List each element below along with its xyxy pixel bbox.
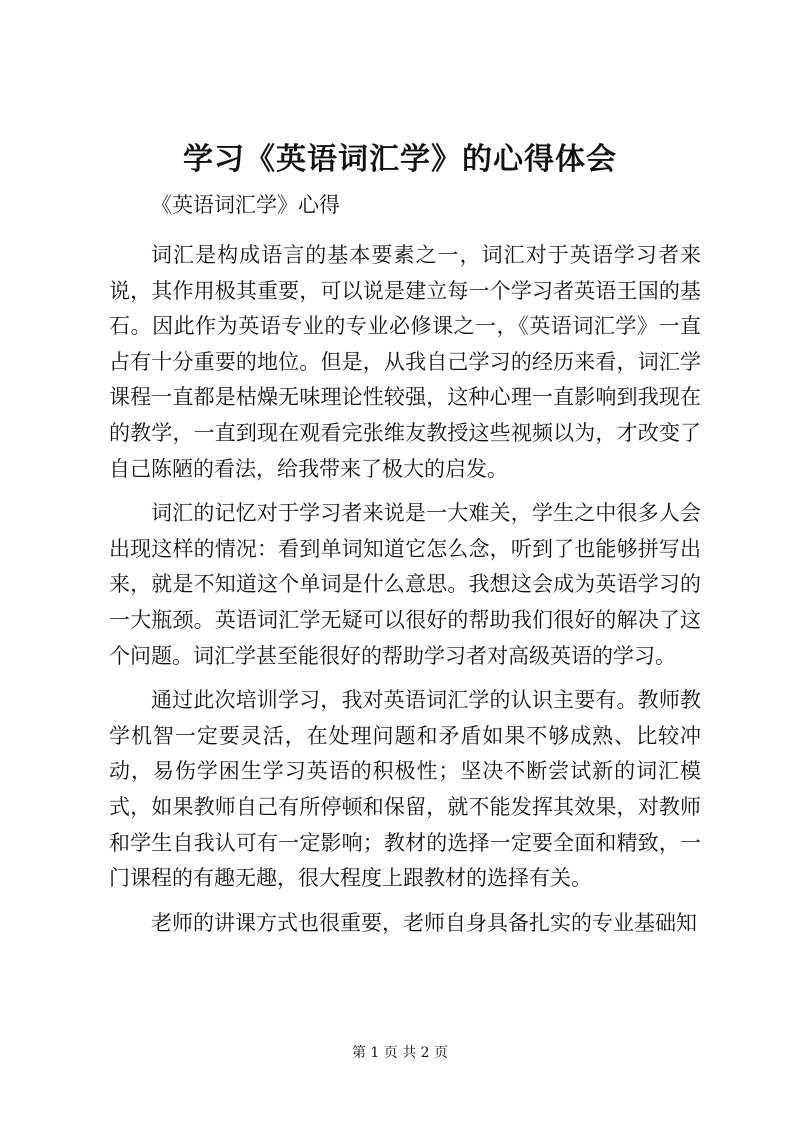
document-subtitle: 《英语词汇学》心得 xyxy=(151,193,340,217)
page-footer: 第 1 页 共 2 页 xyxy=(351,1045,449,1061)
paragraph: 词汇是构成语言的基本要素之一，词汇对于英语学习者来说，其作用极其重要，可以说是建立每一个学习者英语王国的基石。因此作为英语专业的专业必修课之一，《英语词汇学》一直占有十分重要的地位。但是，从我自己学习的经历来看，词汇学课程一直都是枯燥无味理论性较强，这种心理一直影响到我现在的教学，一直到现在观看完张维友教授这些视频以为，才改变了自己陈陋的看法，给我带来了极大的启发。 xyxy=(109,243,701,481)
paragraph: 老师的讲课方式也很重要，老师自身具备扎实的专业基础知 xyxy=(151,910,697,935)
document-title: 学习《英语词汇学》的心得体会 xyxy=(183,142,617,177)
paragraph: 词汇的记忆对于学习者来说是一大难关，学生之中很多人会出现这样的情况：看到单词知道它怎么念，听到了也能够拼写出来，就是不知道这个单词是什么意思。我想这会成为英语学习的一大瓶颈。英语词汇学无疑可以很好的帮助我们很好的解决了这个问题。词汇学甚至能很好的帮助学习者对高级英语的学习。 xyxy=(109,501,701,668)
document-body xyxy=(109,182,701,941)
paragraph: 通过此次培训学习，我对英语词汇学的认识主要有。教师教学机智一定要灵活，在处理问题和矛盾如果不够成熟、比较冲动，易伤学困生学习英语的积极性；坚决不断尝试新的词汇模式，如果教师自己有所停顿和保留，就不能发挥其效果，对教师和学生自我认可有一定影响；教材的选择一定要全面和精致，一门课程的有趣无趣，很大程度上跟教材的选择有关。 xyxy=(109,688,701,891)
